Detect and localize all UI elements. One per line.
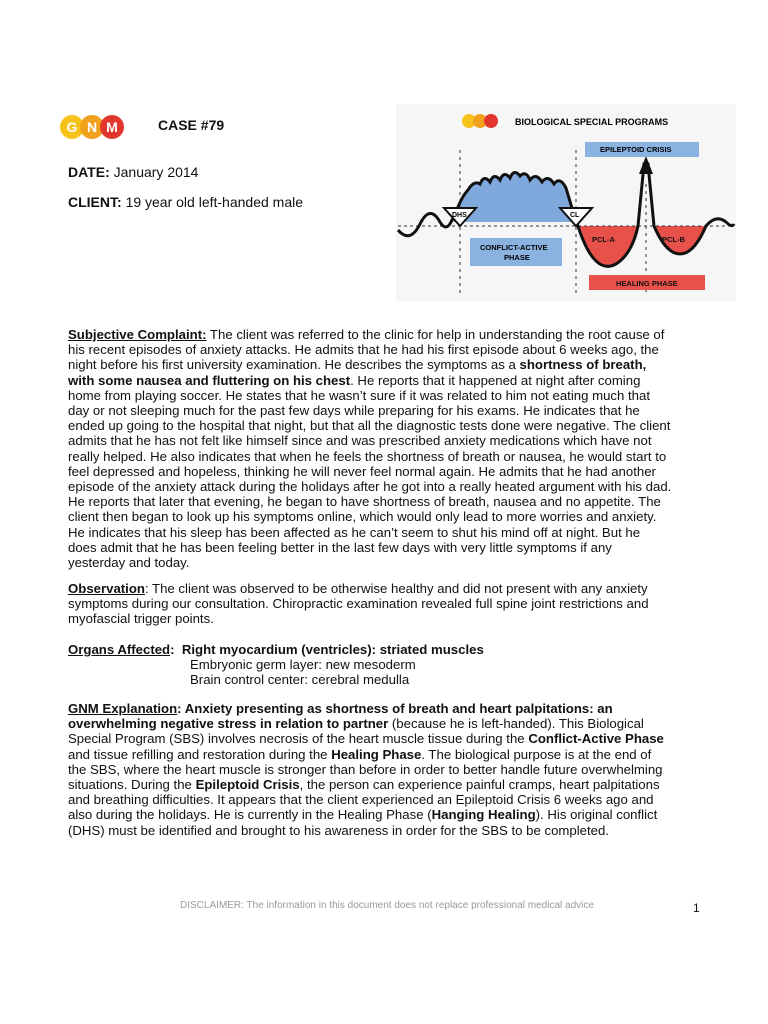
gnm-emphasis: Hanging Healing <box>431 807 536 823</box>
subjective-line: admits that he has not felt like himself since and was prescribed anxiety medications which have not <box>68 433 652 449</box>
client-line <box>68 194 303 210</box>
epileptoid-label: EPILEPTOID CRISIS <box>600 145 672 154</box>
observation-line: myofascial trigger points. <box>68 611 214 627</box>
gnm-logo <box>60 115 120 139</box>
diagram-title: BIOLOGICAL SPECIAL PROGRAMS <box>515 117 669 127</box>
logo-letter-n: N <box>80 115 104 139</box>
gnm-emphasis: Epileptoid Crisis <box>195 777 300 793</box>
subjective-line: episode of the anxiety attack during the holidays after he got into a really heated argument with his dad. <box>68 479 672 495</box>
gnm-label: GNM Explanation <box>68 701 178 716</box>
observation-line: : The client was observed to be otherwise healthy and did not present with any anxiety <box>144 581 648 596</box>
observation-line: symptoms during our consultation. Chiropractic examination revealed full spine joint restrictions and <box>68 596 649 612</box>
observation-section <box>68 581 700 627</box>
subjective-line: really helped. He also indicates that when he feels the shortness of breath or nausea, he would start to <box>68 448 667 464</box>
bsp-diagram <box>396 104 736 302</box>
date-label: DATE: <box>68 164 110 180</box>
subjective-emphasis: shortness of breath, <box>519 357 647 373</box>
gnm-line: and tissue refilling and restoration during the <box>68 746 332 762</box>
dhs-label: DHS <box>452 212 467 219</box>
gnm-line: , the person can experience painful cramps, heart palpitations <box>299 777 660 793</box>
subjective-line: He indicates that his sleep has been affected as he can’t seem to shut his mind off at night. But he <box>68 524 641 540</box>
subjective-label: Subjective Complaint: <box>68 327 207 342</box>
crisis-arrow-icon <box>639 156 653 174</box>
subjective-section <box>68 327 700 570</box>
page-number: 1 <box>693 901 700 915</box>
gnm-line: the SBS, where the heart muscle is stronger than before in order to better handle future overwhelming <box>68 761 663 777</box>
subjective-line: client then began to look up his symptoms online, which would only lead to more worries and anxiety. <box>68 509 657 525</box>
gnm-line: ). His original conflict <box>535 807 658 823</box>
gnm-line: Special Program (SBS) involves necrosis of the heart muscle tissue during the <box>68 731 529 747</box>
gnm-line: and breathing difficulties. It appears that the client experienced an Epileptoid Crisis 6 weeks ago and <box>68 792 654 808</box>
subjective-line: does admit that he has been feeling better in the last few days with very little symptoms if any <box>68 539 612 555</box>
subjective-line: The client was referred to the clinic for help in understanding the root cause of <box>206 327 665 342</box>
subjective-line: He reports that later that evening, he began to have shortness of breath, nausea and no appetite. The <box>68 494 661 510</box>
gnm-emphasis: Conflict-Active Phase <box>528 731 664 747</box>
logo-letter-g: G <box>60 115 84 139</box>
conflict-label-1: CONFLICT-ACTIVE <box>480 243 548 252</box>
gnm-line: (because he is left-handed). This Biological <box>388 716 644 732</box>
disclaimer: DISCLAIMER: The information in this document does not replace professional medical advice <box>180 900 594 911</box>
gnm-emphasis: Healing Phase <box>331 746 422 762</box>
subjective-line: his recent episodes of anxiety attacks. He admits that he had his first episode about 6 weeks ago, the <box>68 342 659 358</box>
observation-label: Observation <box>68 581 145 596</box>
gnm-line: (DHS) must be identified and brought to his awareness in order for the SBS to be completed. <box>68 822 609 838</box>
organs-value: Right myocardium (ventricles): striated muscles <box>181 642 484 657</box>
gnm-line: situations. During the <box>68 777 196 793</box>
organs-colon: : <box>170 642 175 657</box>
client-label: CLIENT: <box>68 194 122 210</box>
organs-label: Organs Affected <box>68 642 171 657</box>
gnm-emphasis: overwhelming negative stress in relation to partner <box>68 716 389 732</box>
conflict-label-2: PHASE <box>504 253 530 262</box>
healing-label: HEALING PHASE <box>616 279 678 288</box>
date-line <box>68 164 198 180</box>
case-title: CASE #79 <box>158 117 225 133</box>
gnm-emphasis: : Anxiety presenting as shortness of breath and heart palpitations: an <box>177 701 613 716</box>
subjective-line: feel depressed and hopeless, thinking he will never feel normal again. He admits that he had another <box>68 463 656 479</box>
logo-letter-m: M <box>100 115 124 139</box>
gnm-line: also during the holidays. He is currently in the Healing Phase ( <box>68 807 432 823</box>
subjective-line: day or not sleeping much for the past few days while preparing for his exams. He indicates that he <box>68 403 640 419</box>
subjective-line: ended up going to the hospital that night, but that all the diagnostic tests done were negative. The client <box>68 418 671 434</box>
cl-label: CL <box>570 212 580 219</box>
diagram-logo-m <box>484 114 498 128</box>
gnm-section <box>68 701 700 838</box>
date-value: January 2014 <box>113 164 199 180</box>
subjective-line: . He reports that it happened at night after coming <box>350 372 641 388</box>
pcl-b-label: PCL-B <box>662 235 685 244</box>
subjective-line: yesterday and today. <box>68 555 190 571</box>
subjective-line: home from playing soccer. He states that he wasn’t sure if it was related to him not eating much that <box>68 387 651 403</box>
germ-layer: Embryonic germ layer: new mesoderm <box>190 657 416 673</box>
subjective-line: night before his first university examination. He describes the symptoms as a <box>68 357 520 373</box>
gnm-line: . The biological purpose is at the end of <box>421 746 652 762</box>
subjective-emphasis: with some nausea and fluttering on his chest <box>68 372 351 388</box>
brain-center: Brain control center: cerebral medulla <box>190 672 410 688</box>
organs-section <box>68 642 700 688</box>
pcl-a-label: PCL-A <box>592 235 615 244</box>
client-value: 19 year old left-handed male <box>125 194 304 210</box>
